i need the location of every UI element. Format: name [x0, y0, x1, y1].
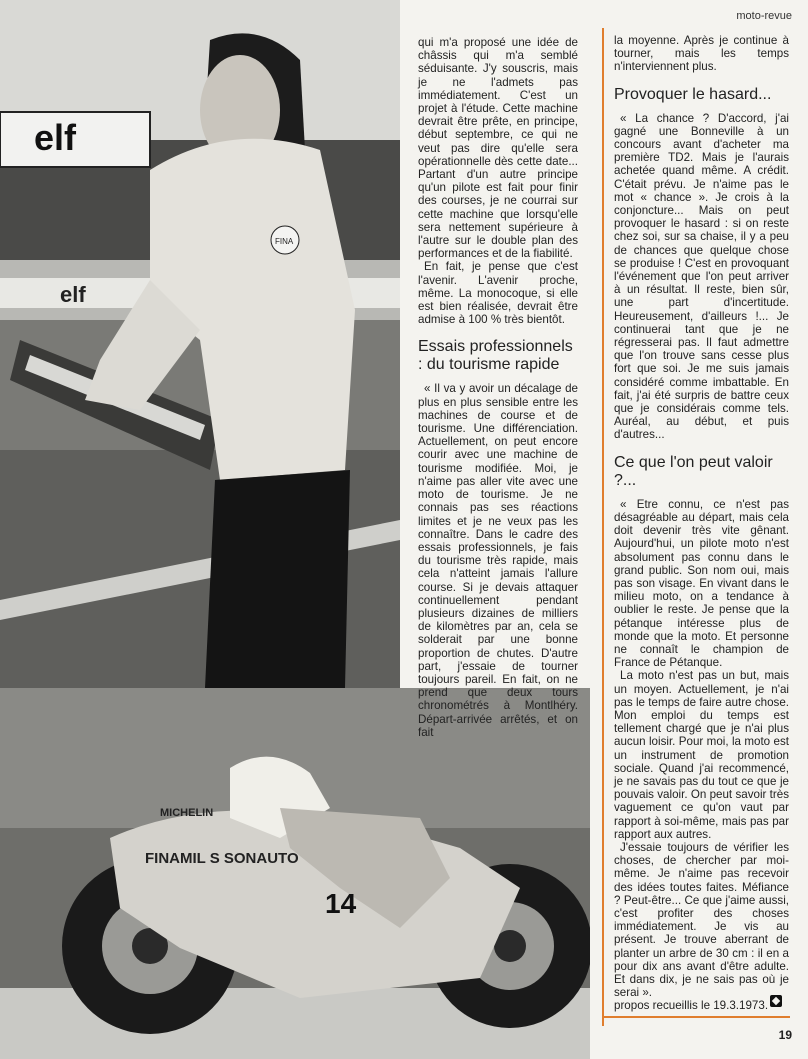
col1-paragraph-2: En fait, je pense que c'est l'avenir. L'avenir proche, même. La monocoque, si elle est bien réalisée, devrait être admise à 100 % très bientôt.	[418, 260, 578, 327]
article-column-1	[418, 36, 578, 739]
col2-paragraph-4: La moto n'est pas un but, mais un moyen. Actuellement, je n'ai pas le temps de faire autre chose. Mon emploi du temps est tellement chargé que je n'ai plus aucun loisir. Pour moi, la moto est un instrument de promotion sociale. Quand j'ai recommencé, je ne savais pas du tout ce que je pouvais valoir. On peut savoir très vaguement ce qu'on vaut par rapport à soi-même, mais pas par rapport aux autres.	[614, 669, 789, 841]
elf-banner: elf	[34, 117, 77, 158]
col2-paragraph-5: J'essaie toujours de vérifier les choses, de chercher par moi-même. Je n'aime pas recevoir des idées toutes faites. Méfiance ? Peut-être... Ce que j'aime aussi, c'est profiter des choses immédiatement. Je vis au présent. Je trouve aberrant de planter un arbre de 30 cm : il en a pour dix ans avant d'être adulte. Et dans dix, je ne sais pas où je serai ».	[614, 840, 789, 1000]
race-number: 14	[325, 888, 357, 919]
footer-rule	[602, 1016, 790, 1018]
fairing-text: FINAMIL S SONAUTO	[145, 850, 299, 867]
column-rule	[602, 28, 604, 1026]
tire-text: MICHELIN	[160, 807, 214, 819]
bottom-photo	[0, 688, 590, 1059]
article-column-2	[614, 34, 789, 1013]
interview-credit: propos recueillis le 19.3.1973.	[614, 999, 769, 1013]
end-of-article-icon	[770, 995, 782, 1007]
elf-banner-2: elf	[60, 282, 86, 307]
col2-paragraph-1: la moyenne. Après je continue à tourner, mais les temps n'interviennent plus.	[614, 34, 789, 74]
col2-paragraph-2: « La chance ? D'accord, j'ai gagné une Bonneville à un concours avant d'acheter ma première TD2. Mais je l'aurais achetée quand même. A crédit. C'était prévu. Je n'aime pas le mot « chance ». Je crois à la conjoncture... Mais on peut provoquer le hasard : si on reste chez soi, sur sa chaise, il y a peu de chances que quelque chose se produise ! C'est en provoquant l'événement que l'on peut arriver à un résultat. Il reste, bien sûr, une part d'incertitude. Heureusement, d'ailleurs !... Je continuerai tant que je ne régresserai pas. Il faut admettre que l'on trouve sans cesse plus fort que soi. Je me suis jamais considéré comme imbattable. En fait, j'ai été surpris de battre ceux que je considérais comme tels. Auréal, au début, et puis d'autres...	[614, 111, 789, 442]
col1-paragraph-3: « Il va y avoir un décalage de plus en plus sensible entre les machines de course et de tourisme. Une différenciation. Actuellement, on peut encore courir avec une machine de tourisme modifiée. Moi, je n'aime pas aller vite avec une moto de tourisme. Je ne connais pas ses réactions limites et je ne veux pas les connaître. Dans le cadre des essais professionnels, je fais du tourisme très rapide, mais cela n'atteint jamais l'allure course. Si je devais attaquer continuellement pendant plusieurs dizaines de milliers de kilomètres par an, cela se solderait par une bonne proportion de chutes. D'autre part, j'essaie de tourner toujours pareil. En fait, on ne prend que deux tours chronométrés à Montlhéry. Départ-arrivée arrêtés, et on fait	[418, 382, 578, 739]
col1-heading: Essais professionnels : du tourisme rapide	[418, 338, 573, 374]
fina-patch: FINA	[275, 237, 294, 246]
col1-paragraph-1: qui m'a proposé une idée de châssis qui m'a semblé séduisante. J'y souscris, mais je ne l'admets pas immédiatement. C'est un projet à l'étude. Cette machine devrait être prête, en principe, début septembre, ce qui ne veut pas dire qu'elle sera opérationnelle dès cette date... Partant d'un autre principe qu'un pilote est fait pour finir des courses, je ne courrai sur cette machine que lorsqu'elle sera nettement supérieure à l'autre sur le double plan des performances et de la fiabilité.	[418, 36, 578, 261]
section-header: moto-revue	[736, 10, 792, 22]
page-number: 19	[778, 1028, 792, 1042]
col2-heading-2: Ce que l'on peut valoir ?...	[614, 453, 773, 489]
top-photo	[0, 0, 400, 688]
col2-paragraph-3: « Etre connu, ce n'est pas désagréable au départ, mais cela doit devenir très vite gênant. Aujourd'hui, un pilote moto n'est absolument pas connu dans le grand public. Son nom oui, mais pas son visage. En vivant dans le milieu moto, on a tendance à oublier le reste. Je pense que la pétanque intéresse plus de monde que la moto. Et personne ne connaît le champion de France de Pétanque.	[614, 497, 789, 670]
col2-heading-1: Provoquer le hasard...	[614, 85, 772, 103]
